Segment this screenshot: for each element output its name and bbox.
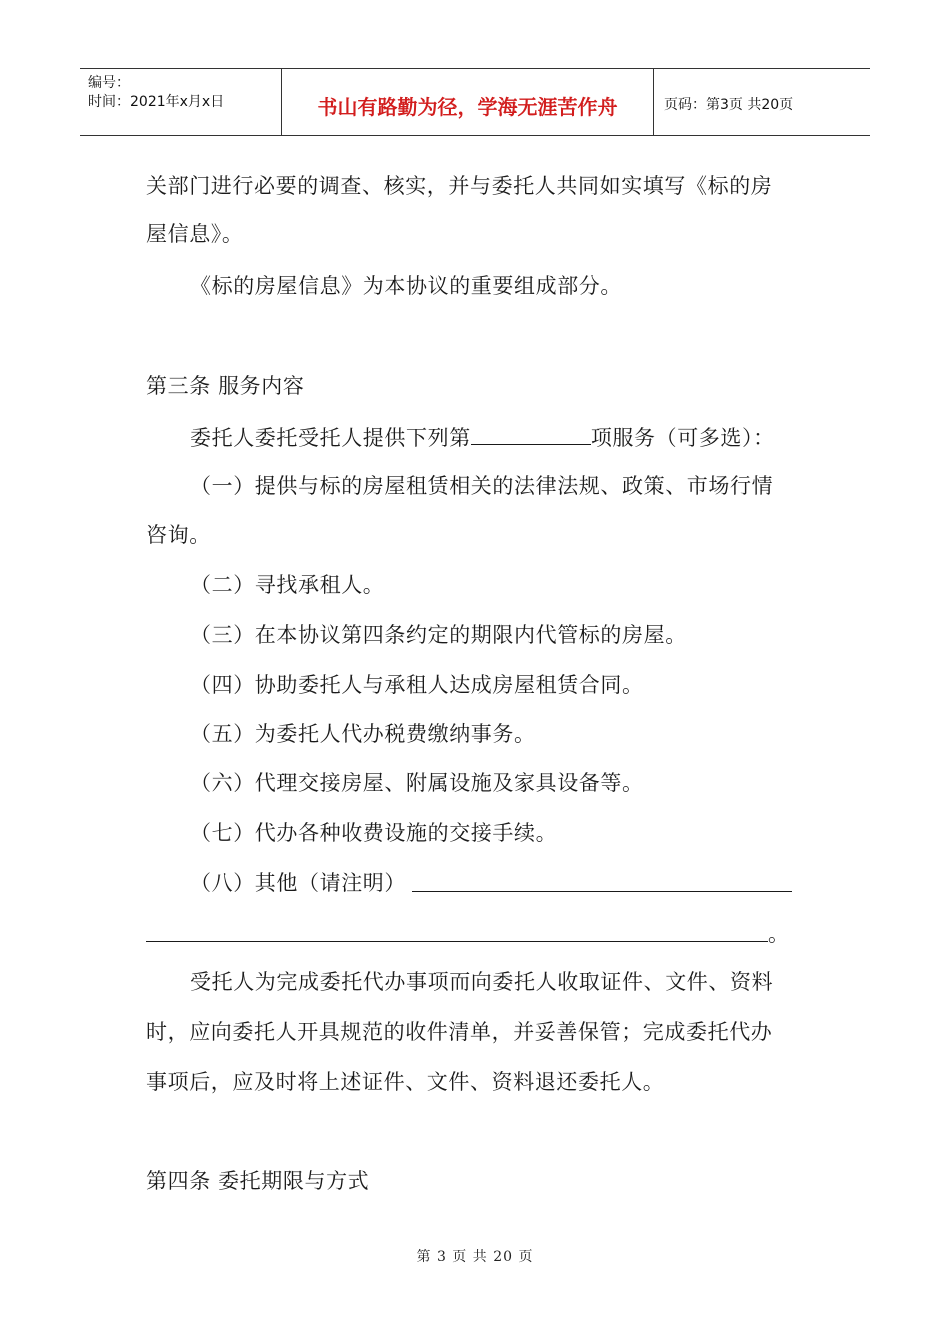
page-footer: 第 3 页 共 20 页 bbox=[416, 1249, 534, 1265]
service-item-1: （一）提供与标的房屋租赁相关的法律法规、政策、市场行情 bbox=[190, 474, 774, 498]
header-page-info: 页码：第3页 共20页 bbox=[664, 97, 794, 113]
other-service-blank[interactable] bbox=[412, 891, 792, 892]
service-item-4: （四）协助委托人与承租人达成房屋租赁合同。 bbox=[190, 673, 644, 697]
service-item-8: （八）其他（请注明） bbox=[190, 871, 406, 895]
article-3-intro bbox=[190, 422, 775, 452]
service-item-2: （二）寻找承租人。 bbox=[190, 573, 385, 597]
paragraph-line: 事项后，应及时将上述证件、文件、资料退还委托人。 bbox=[146, 1070, 665, 1094]
document-date-label: 时间：2021年x月x日 bbox=[88, 94, 225, 110]
header-motto: 书山有路勤为径，学海无涯苦作舟 bbox=[317, 95, 618, 119]
document-number-label: 编号： bbox=[88, 75, 130, 91]
intro-text-end: 项服务（可多选）： bbox=[590, 426, 775, 450]
intro-text: 委托人委托受托人提供下列第 bbox=[190, 426, 471, 450]
service-item-7: （七）代办各种收费设施的交接手续。 bbox=[190, 821, 558, 845]
paragraph-line: 受托人为完成委托代办事项而向委托人收取证件、文件、资料 bbox=[190, 970, 774, 994]
document-header bbox=[80, 68, 870, 136]
sentence-end-mark: 。 bbox=[768, 922, 790, 946]
header-meta-cell bbox=[80, 69, 282, 135]
article-4-heading: 第四条 委托期限与方式 bbox=[146, 1169, 370, 1193]
service-item-1-continued: 咨询。 bbox=[146, 523, 211, 547]
header-page-cell bbox=[654, 69, 870, 135]
article-3-heading: 第三条 服务内容 bbox=[146, 374, 305, 398]
service-item-6: （六）代理交接房屋、附属设施及家具设备等。 bbox=[190, 771, 644, 795]
service-item-5: （五）为委托人代办税费缴纳事务。 bbox=[190, 722, 536, 746]
paragraph-line: 关部门进行必要的调查、核实，并与委托人共同如实填写《标的房 bbox=[146, 174, 773, 198]
service-item-3: （三）在本协议第四条约定的期限内代管标的房屋。 bbox=[190, 623, 687, 647]
paragraph-line: 屋信息》。 bbox=[146, 222, 244, 246]
other-service-blank-continued[interactable] bbox=[146, 941, 768, 942]
header-motto-cell bbox=[282, 69, 654, 135]
paragraph: 《标的房屋信息》为本协议的重要组成部分。 bbox=[190, 274, 622, 298]
service-number-blank[interactable] bbox=[471, 422, 591, 445]
paragraph-line: 时，应向委托人开具规范的收件清单，并妥善保管；完成委托代办 bbox=[146, 1020, 773, 1044]
